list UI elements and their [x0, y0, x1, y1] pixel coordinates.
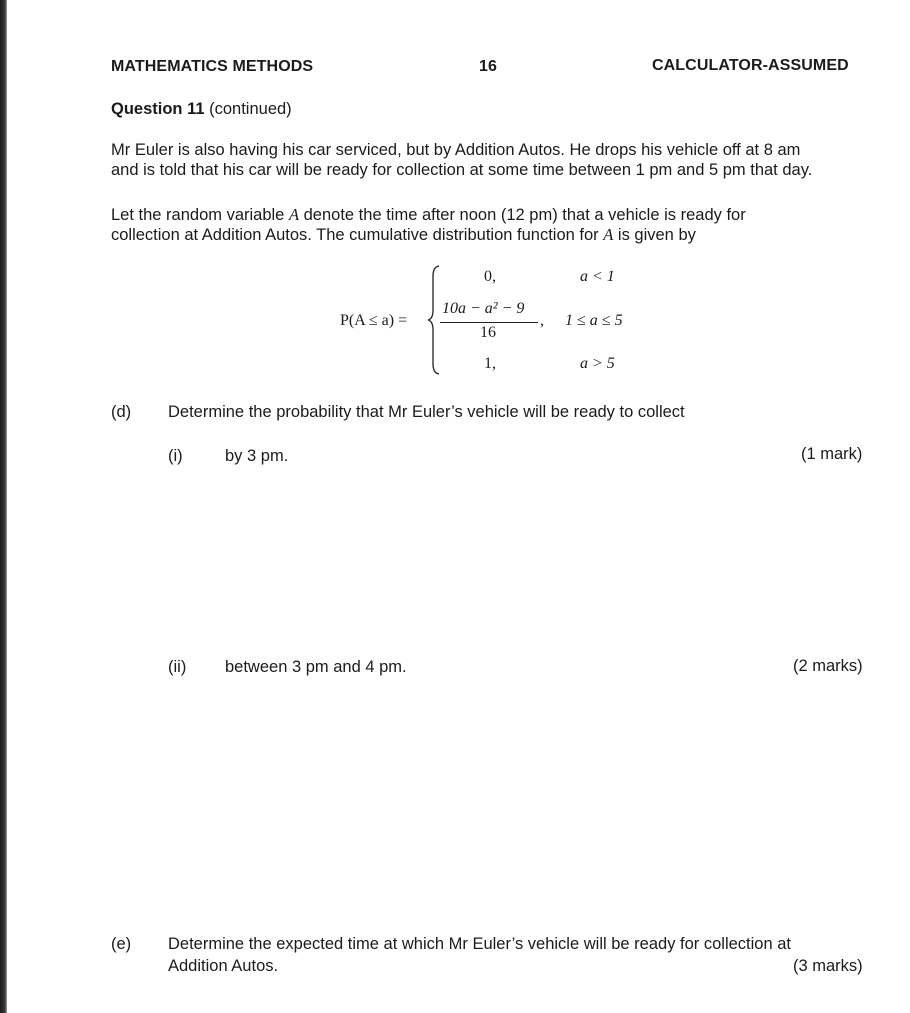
cdf-lhs: P(A ≤ a) = — [340, 312, 408, 329]
case-2-numerator: 10a − a² − 9 — [442, 300, 525, 317]
case-1-condition: a < 1 — [580, 268, 615, 285]
part-d-label: (d) — [111, 403, 132, 421]
intro-line-2: and is told that his car will be ready for collection at some time between 1 pm and 5 pm that day. — [111, 161, 813, 179]
page-number: 16 — [479, 58, 497, 75]
case-3-value: 1, — [484, 355, 496, 372]
header-calculator: CALCULATOR-ASSUMED — [652, 57, 849, 74]
question-number: Question 11 — [111, 100, 205, 118]
header-subject: MATHEMATICS METHODS — [111, 58, 314, 75]
definition-paragraph — [111, 205, 871, 245]
case-3-condition: a > 5 — [580, 355, 615, 372]
part-d-text: Determine the probability that Mr Euler’s vehicle will be ready to collect — [168, 403, 685, 421]
random-variable-symbol-2: A — [603, 225, 614, 244]
intro-paragraph — [111, 140, 871, 180]
part-d-ii-marks: (2 marks) — [793, 657, 863, 675]
part-d-i-label: (i) — [168, 447, 183, 465]
part-d-ii-text: between 3 pm and 4 pm. — [225, 658, 407, 676]
question-title — [111, 99, 292, 119]
part-e-marks: (3 marks) — [793, 957, 863, 975]
random-variable-symbol: A — [288, 205, 300, 224]
page-edge-shadow — [0, 0, 7, 1013]
part-e-label: (e) — [111, 935, 132, 953]
part-e-line-1: Determine the expected time at which Mr Euler’s vehicle will be ready for collection at — [168, 935, 792, 953]
intro-line-1: Mr Euler is also having his car serviced, but by Addition Autos. He drops his vehicle off at 8 am — [111, 141, 801, 159]
part-d-i-marks: (1 mark) — [801, 445, 863, 463]
fraction-bar — [440, 322, 538, 323]
case-2-condition: 1 ≤ a ≤ 5 — [565, 312, 623, 329]
definition-line-2: collection at Addition Autos. The cumulative distribution function for A is given by — [111, 225, 696, 244]
case-2-denominator: 16 — [480, 324, 496, 341]
part-e-line-2: Addition Autos. — [168, 957, 279, 975]
part-d-ii-label: (ii) — [168, 658, 187, 676]
question-continued: (continued) — [204, 100, 292, 118]
case-1-value: 0, — [484, 268, 496, 285]
definition-line-1: Let the random variable A denote the time after noon (12 pm) that a vehicle is ready for — [111, 205, 746, 224]
part-d-i-text: by 3 pm. — [225, 447, 289, 465]
case-2-comma: , — [540, 312, 544, 329]
left-brace-icon — [426, 264, 442, 376]
